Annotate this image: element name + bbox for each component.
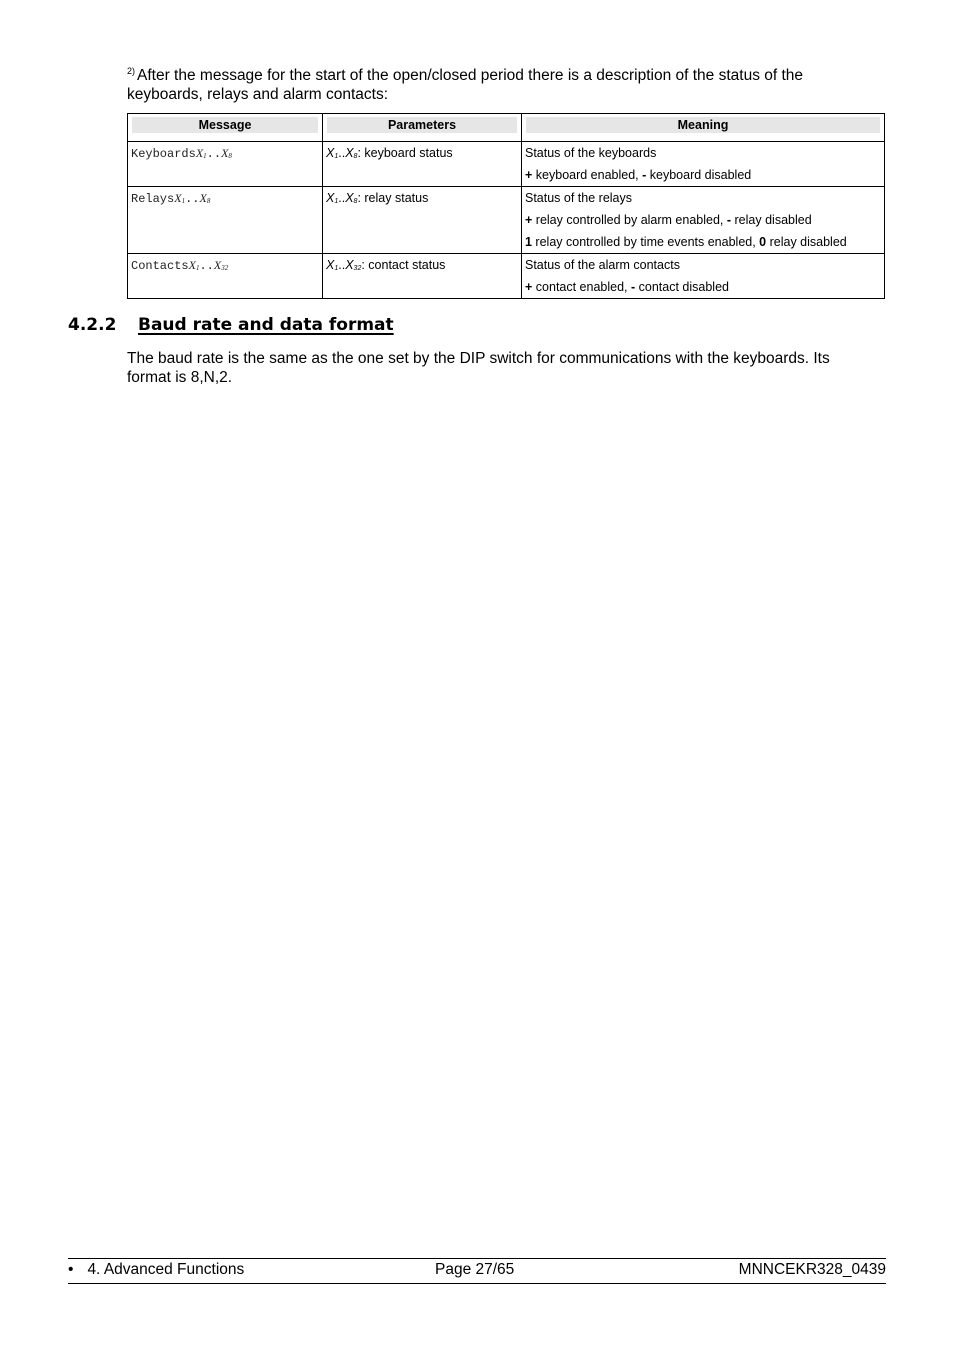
header-parameters: Parameters	[323, 114, 522, 142]
parameters-cell: $X_1..X_{32}$: contact status	[323, 254, 522, 299]
section-title: Baud rate and data format	[138, 315, 394, 335]
meaning-line: Status of the alarm contacts	[525, 258, 680, 272]
footnote-paragraph	[127, 67, 847, 104]
message-cell: $KeyboardsX_1..X_8$	[128, 142, 323, 187]
page-footer	[68, 1258, 886, 1284]
footer-bullet: •	[68, 1261, 74, 1278]
footer-page-number: Page 27/65	[435, 1261, 515, 1278]
table-row	[128, 254, 885, 299]
footer-doc-code: MNNCEKR328_0439	[738, 1261, 886, 1278]
meaning-line: 1 relay controlled by time events enabled, 0 relay disabled	[525, 235, 847, 249]
parameters-cell: $X_1..X_8$: relay status	[323, 187, 522, 254]
table-row	[128, 142, 885, 187]
footnote-marker: 2)	[127, 66, 136, 76]
table-row	[128, 187, 885, 254]
meaning-cell	[522, 254, 885, 299]
meaning-cell	[522, 142, 885, 187]
header-meaning: Meaning	[522, 114, 885, 142]
table-header-row	[128, 114, 885, 142]
meaning-line: Status of the relays	[525, 191, 633, 205]
body-paragraph: The baud rate is the same as the one set by the DIP switch for communications with the keyboards. Its format is 8,N,2.	[127, 350, 830, 386]
section-number: 4.2.2	[68, 315, 117, 335]
meaning-line: + keyboard enabled, - keyboard disabled	[525, 168, 752, 182]
status-message-table	[127, 113, 885, 299]
parameters-cell: $X_1..X_8$: keyboard status	[323, 142, 522, 187]
footnote-text: After the message for the start of the open/closed period there is a description of the status of the keyboards, relays and alarm contacts:	[127, 67, 804, 103]
meaning-line: + relay controlled by alarm enabled, - relay disabled	[525, 213, 812, 227]
message-cell: $ContactsX_1..X_{32}$	[128, 254, 323, 299]
table-body	[128, 142, 885, 299]
footer-chapter: • 4. Advanced Functions	[68, 1261, 245, 1278]
section-heading	[68, 315, 394, 335]
meaning-cell	[522, 187, 885, 254]
message-cell: $RelaysX_1..X_8$	[128, 187, 323, 254]
header-message: Message	[128, 114, 323, 142]
meaning-line: + contact enabled, - contact disabled	[525, 280, 729, 294]
meaning-line: Status of the keyboards	[525, 146, 657, 160]
